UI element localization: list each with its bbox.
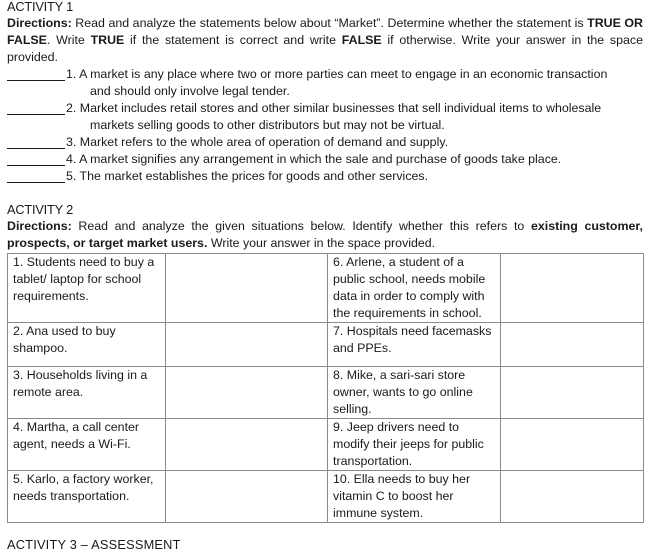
- worksheet-page: [7, 0, 643, 523]
- true-false-item-2: [7, 100, 643, 134]
- statement-text: 3. Market refers to the whole area of operation of demand and supply.: [66, 135, 449, 149]
- answer-cell-5[interactable]: [166, 471, 328, 523]
- answer-cell-4[interactable]: [166, 419, 328, 471]
- true-false-item-5: [7, 168, 643, 185]
- answer-blank-4[interactable]: [7, 151, 65, 166]
- statement-text-continued: markets selling goods to other distributors but may not be virtual.: [90, 118, 445, 132]
- activity-2-directions: Directions: Read and analyze the given situations below. Identify whether this refers to existing customer, prospects, or target market users. Write your answer in the space provided.: [7, 219, 643, 250]
- answer-cell-2[interactable]: [166, 323, 328, 367]
- answer-cell-1[interactable]: [166, 254, 328, 323]
- statement-text: 2. Market includes retail stores and other similar businesses that sell individual items to wholesale: [66, 101, 602, 115]
- statement-text: 1. A market is any place where two or more parties can meet to engage in an economic transaction: [66, 67, 608, 81]
- situation-cell-10: 10. Ella needs to buy her vitamin C to boost her immune system.: [328, 471, 501, 523]
- answer-blank-2[interactable]: [7, 100, 65, 115]
- directions-label: Directions:: [7, 16, 72, 30]
- situation-cell-3: 3. Households living in a remote area.: [8, 367, 166, 419]
- table-row: [8, 323, 644, 367]
- activity-3-heading: ACTIVITY 3 – ASSESSMENT: [7, 537, 181, 552]
- situation-cell-6: 6. Arlene, a student of a public school, needs mobile data in order to comply with the requirements in school.: [328, 254, 501, 323]
- true-false-item-1: [7, 66, 643, 100]
- activity-2-heading: ACTIVITY 2: [7, 202, 74, 217]
- true-false-list: [7, 66, 643, 185]
- answer-cell-8[interactable]: [501, 367, 644, 419]
- table-row: [8, 367, 644, 419]
- situation-cell-2: 2. Ana used to buy shampoo.: [8, 323, 166, 367]
- answer-cell-9[interactable]: [501, 419, 644, 471]
- answer-cell-10[interactable]: [501, 471, 644, 523]
- situation-cell-7: 7. Hospitals need facemasks and PPEs.: [328, 323, 501, 367]
- section-spacer: [7, 185, 643, 201]
- situation-cell-5: 5. Karlo, a factory worker, needs transportation.: [8, 471, 166, 523]
- activity-2: [7, 201, 643, 523]
- situations-table: [7, 253, 644, 523]
- directions-label: Directions:: [7, 219, 72, 233]
- statement-text: 5. The market establishes the prices for goods and other services.: [66, 169, 429, 183]
- statement-text-continued: and should only involve legal tender.: [90, 84, 290, 98]
- answer-blank-1[interactable]: [7, 66, 65, 81]
- activity-1-heading: ACTIVITY 1: [7, 0, 74, 14]
- situation-cell-9: 9. Jeep drivers need to modify their jeeps for public transportation.: [328, 419, 501, 471]
- activity-1-directions: Directions: Read and analyze the statements below about “Market”. Determine whether the statement is TRUE OR FALSE. Write TRUE if the statement is correct and write FALSE if otherwise. Write your answer in the space provided.: [7, 16, 643, 64]
- answer-blank-5[interactable]: [7, 168, 65, 183]
- table-row: [8, 419, 644, 471]
- statement-text: 4. A market signifies any arrangement in which the sale and purchase of goods take place.: [66, 152, 562, 166]
- true-false-item-3: [7, 134, 643, 151]
- answer-cell-7[interactable]: [501, 323, 644, 367]
- table-row: [8, 471, 644, 523]
- situation-cell-8: 8. Mike, a sari-sari store owner, wants to go online selling.: [328, 367, 501, 419]
- answer-cell-6[interactable]: [501, 254, 644, 323]
- activity-1: [7, 0, 643, 185]
- answer-blank-3[interactable]: [7, 134, 65, 149]
- true-false-item-4: [7, 151, 643, 168]
- answer-cell-3[interactable]: [166, 367, 328, 419]
- table-row: [8, 254, 644, 323]
- situation-cell-4: 4. Martha, a call center agent, needs a Wi-Fi.: [8, 419, 166, 471]
- situation-cell-1: 1. Students need to buy a tablet/ laptop for school requirements.: [8, 254, 166, 323]
